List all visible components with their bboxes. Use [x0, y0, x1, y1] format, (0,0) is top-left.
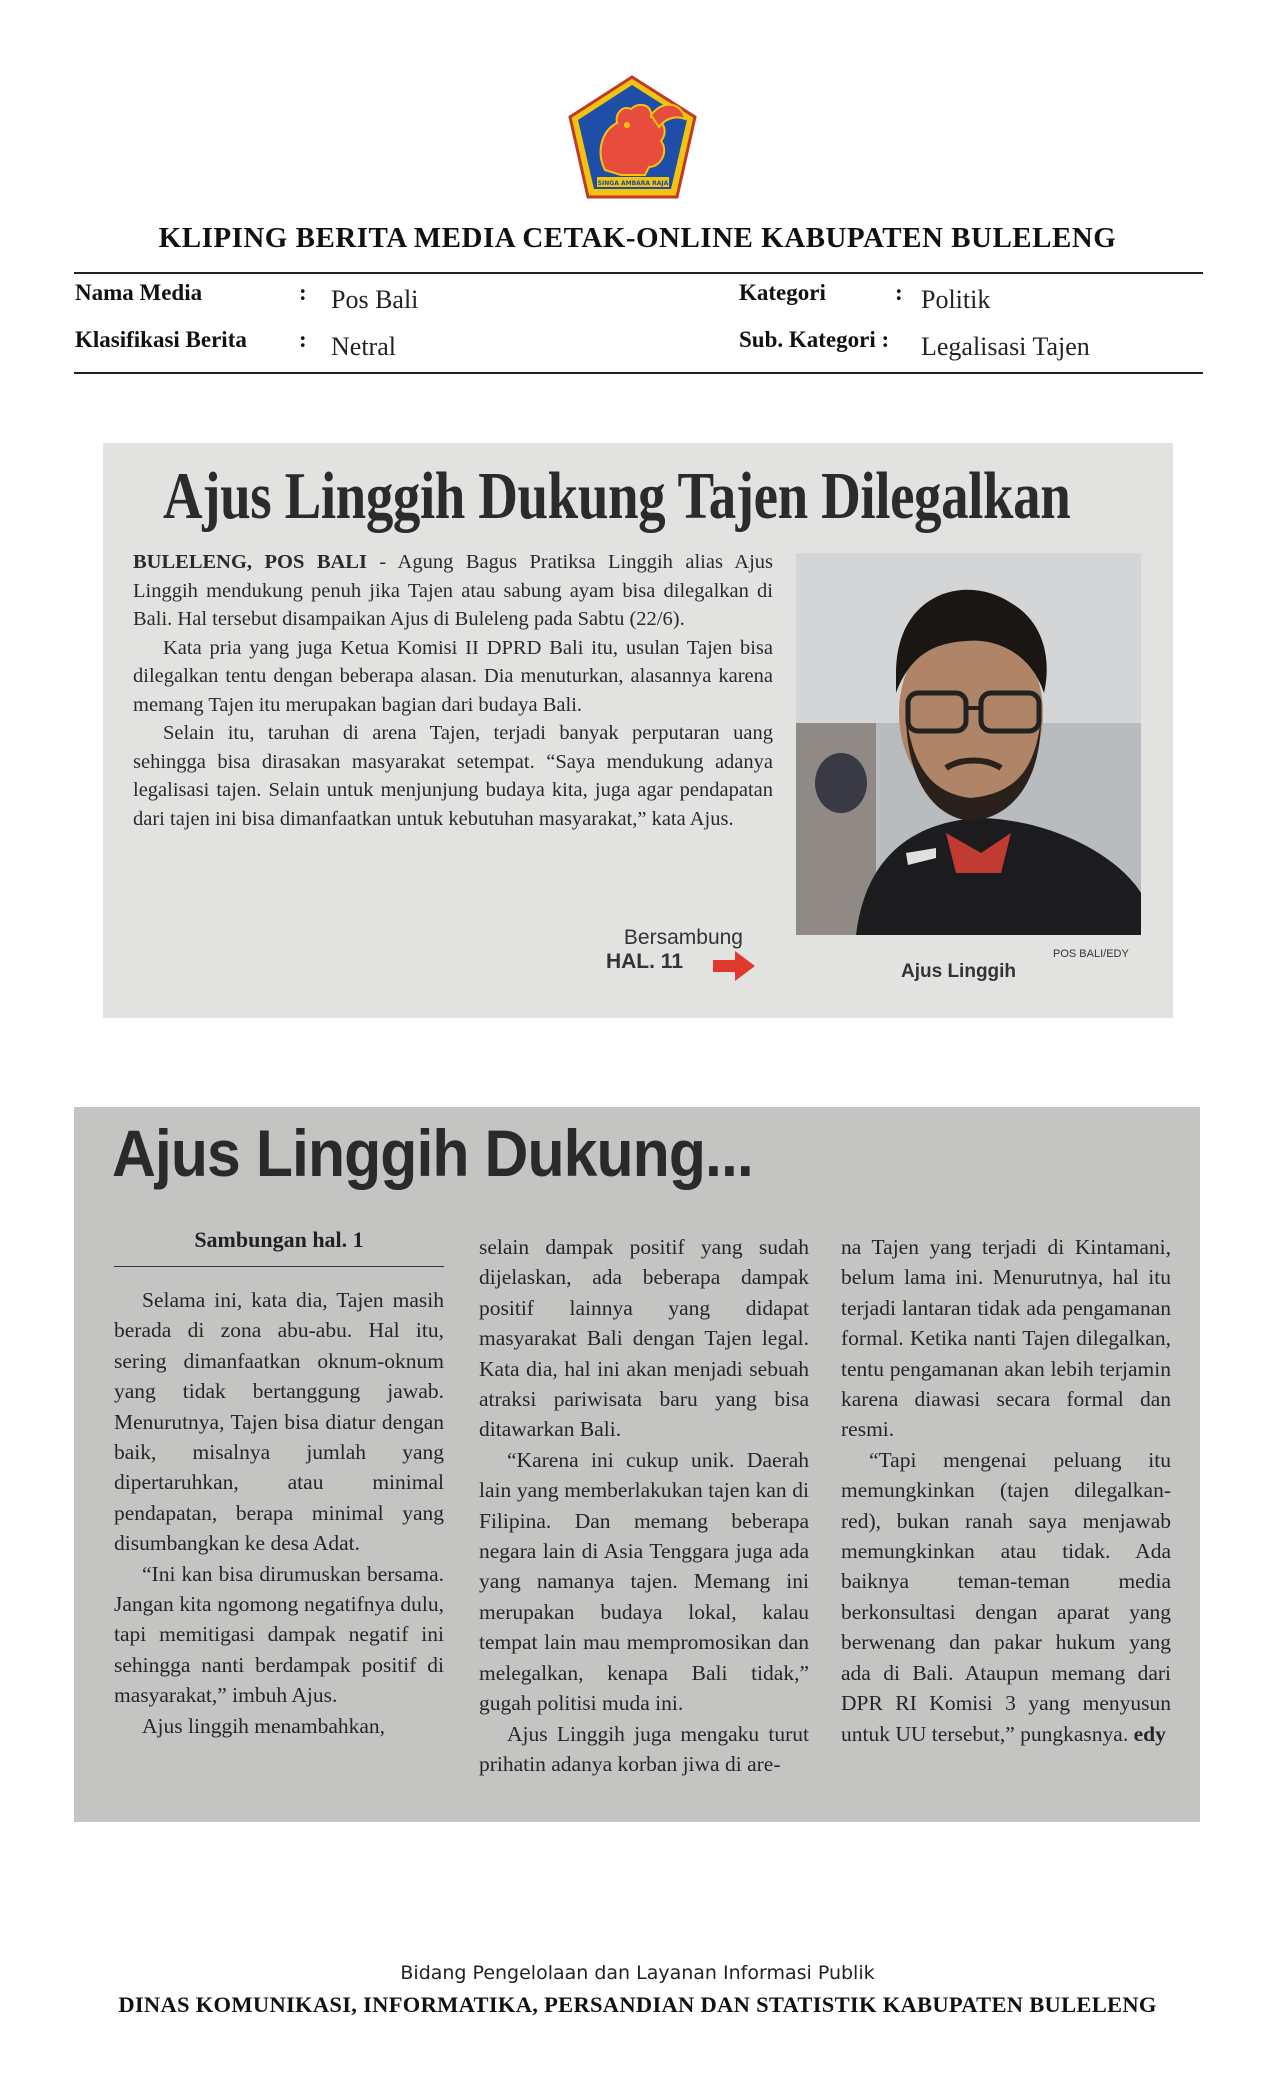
column-paragraph: na Tajen yang terjadi di Kintamani, belum lama ini. Menurutnya, hal itu terjadi lantaran tidak ada pengamanan formal. Ketika nanti Tajen dilegalkan, tentu pengamanan akan lebih terjamin karena diawasi secara formal dan resmi.	[841, 1235, 1171, 1442]
column-paragraph: “Ini kan bisa dirumuskan bersama. Jangan kita ngomong negatifnya dulu, tapi memitigasi dampak negatif ini sehingga nanti berdampak positif di masyarakat,” imbuh Ajus.	[114, 1561, 444, 1708]
klasifikasi-value: Netral	[331, 332, 396, 361]
media-colon: :	[299, 280, 307, 305]
klasifikasi-label: Klasifikasi Berita	[75, 327, 247, 352]
column-paragraph: “Karena ini cukup unik. Daerah lain yang memberlakukan tajen kan di Filipina. Dan memang beberapa negara lain di Asia Tenggara juga ada yang namanya tajen. Memang ini merupakan budaya lokal, kalau tempat lain mau mempromosikan dan melegalkan, kenapa Bali tidak,” gugah politisi muda ini.	[479, 1447, 809, 1716]
article-column-3	[841, 1232, 1171, 1749]
news-clipping-continuation	[74, 1107, 1200, 1822]
svg-text:SINGA AMBARA RAJA: SINGA AMBARA RAJA	[597, 180, 669, 187]
media-value: Pos Bali	[331, 285, 419, 314]
column-paragraph: Selama ini, kata dia, Tajen masih berada di zona abu-abu. Hal itu, sering dimanfaatkan oknum-oknum yang tidak bertanggung jawab. Menurutnya, Tajen bisa diatur dengan baik, misalnya jumlah yang dipertaruhkan, atau minimal pendapatan, berapa minimal yang disumbangkan ke desa Adat.	[114, 1288, 444, 1556]
kategori-value: Politik	[921, 285, 991, 314]
arrow-right-icon	[711, 948, 757, 984]
klasifikasi-colon: :	[299, 327, 307, 352]
article-column-2	[479, 1232, 809, 1779]
header-rule-bottom	[74, 372, 1203, 374]
portrait-photo	[796, 553, 1141, 935]
continuation-headline: Ajus Linggih Dukung...	[112, 1116, 753, 1190]
photo-credit: POS BALI/EDY	[1053, 948, 1129, 960]
document-title: KLIPING BERITA MEDIA CETAK-ONLINE KABUPATEN BULELENG	[158, 222, 1117, 254]
media-label: Nama Media	[75, 280, 203, 305]
kategori-colon: :	[895, 280, 903, 305]
subkategori-value: Legalisasi Tajen	[921, 332, 1090, 361]
column-paragraph: Ajus Linggih juga mengaku turut prihatin adanya korban jiwa di are-	[479, 1721, 809, 1776]
photo-caption: Ajus Linggih	[901, 961, 1017, 982]
clipping-body	[133, 548, 773, 833]
continued-label: Bersambung	[623, 926, 743, 949]
author-signoff: edy	[1133, 1721, 1166, 1746]
news-clipping-front-page	[103, 443, 1173, 1018]
column-paragraph: “Tapi mengenai peluang itu memungkinkan (tajen dilegalkan-red), bukan ranah saya menjawab memungkinkan atau tidak. Ada baiknya teman-teman media berkonsultasi dengan aparat yang berwenang dan pakar hukum yang ada di Bali. Ataupun memang dari DPR RI Komisi 3 yang menyusun untuk UU tersebut,” pungkasnya. edy	[841, 1447, 1171, 1746]
clipping-paragraph: BULELENG, POS BALI - Agung Bagus Pratiksa Linggih alias Ajus Linggih mendukung penuh jika Tajen atau sabung ayam bisa dilegalkan di Bali. Hal tersebut disampaikan Ajus di Buleleng pada Sabtu (22/6).	[133, 551, 773, 630]
kategori-label: Kategori	[739, 280, 826, 305]
clipping-paragraph: Selain itu, taruhan di arena Tajen, terjadi banyak perputaran uang sehingga bisa dirasakan masyarakat setempat. “Saya mendukung adanya legalisasi tajen. Selain untuk menjunjung budaya kita, juga agar pendapatan dari tajen ini bisa dimanfaatkan untuk kebutuhan masyarakat,” kata Ajus.	[133, 722, 773, 830]
column-paragraph: Ajus linggih menambahkan,	[142, 1713, 386, 1738]
continuation-rule	[114, 1266, 444, 1267]
clipping-headline: Ajus Linggih Dukung Tajen Dilegalkan	[163, 459, 1071, 533]
article-column-1	[114, 1285, 444, 1741]
column-paragraph: selain dampak positif yang sudah dijelaskan, ada beberapa dampak positif lainnya yang didapat masyarakat Bali dengan Tajen legal. Kata dia, hal ini akan menjadi sebuah atraksi pariwisata baru yang bisa ditawarkan Bali.	[479, 1235, 809, 1442]
continuation-label: Sambungan hal. 1	[194, 1227, 364, 1252]
header-rule-top	[74, 272, 1203, 274]
footer-department: Bidang Pengelolaan dan Layanan Informasi Publik	[400, 1962, 875, 1984]
buleleng-regency-emblem-icon	[565, 75, 700, 200]
dateline: BULELENG, POS BALI	[133, 551, 367, 573]
footer-agency: DINAS KOMUNIKASI, INFORMATIKA, PERSANDIAN DAN STATISTIK KABUPATEN BULELENG	[118, 1992, 1157, 2017]
continued-page: HAL. 11	[605, 950, 683, 973]
subkategori-label: Sub. Kategori :	[739, 327, 890, 352]
clipping-paragraph: Kata pria yang juga Ketua Komisi II DPRD Bali itu, usulan Tajen bisa dilegalkan tentu dengan beberapa alasan. Dia menuturkan, alasannya karena memang Tajen itu merupakan bagian dari budaya Bali.	[133, 636, 773, 716]
